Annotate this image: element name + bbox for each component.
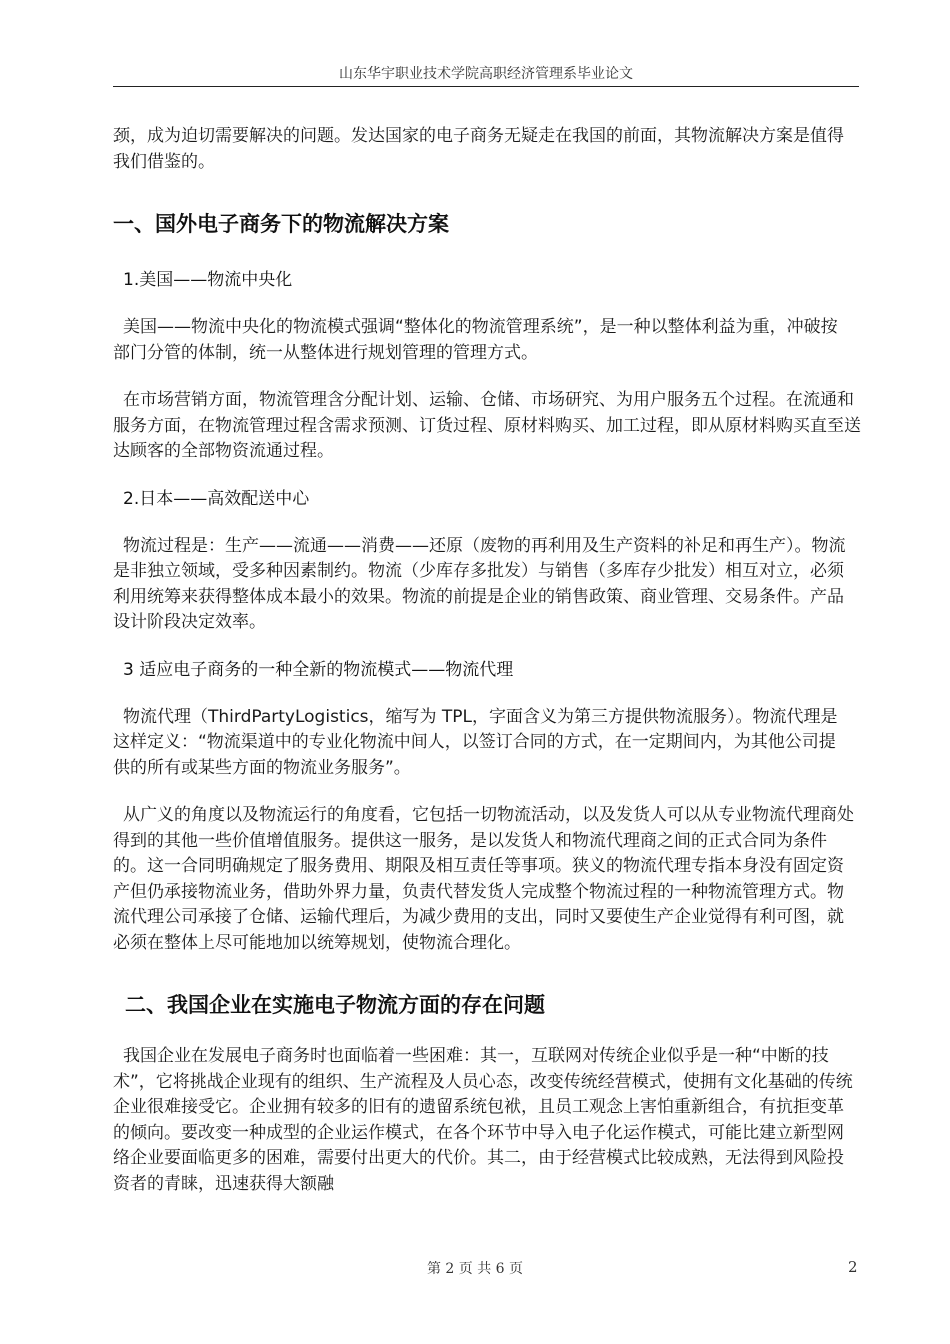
footer-page-info: 第 2 页 共 6 页 bbox=[426, 1261, 524, 1277]
paragraph-japan: 物流过程是：生产——流通——消费——还原（废物的再利用及生产资料的补足和再生产）。物流是非独立领域，受多种因素制约。物流（少库存多批发）与销售（多库存少批发）相互对立，必须利用统筹来获得整体成本最小的效果。物流的前提是企业的销售政策、商业管理、交易条件。产品设计阶段决定效率。 bbox=[113, 535, 846, 632]
paragraph-china: 我国企业在发展电子商务时也面临着一些困难：其一，互联网对传统企业似乎是一种“中断的技术”，它将挑战企业现有的组织、生产流程及人员心态，改变传统经营模式，使拥有文化基础的传统企业很难接受它。企业拥有较多的旧有的遗留系统包袱，且员工观念上害怕重新组合，有抗拒变革的倾向。要改变一种成型的企业运作模式，在各个环节中导入电子化运作模式，可能比建立新型网络企业要面临更多的困难，需要付出更大的代价。其二，由于经营模式比较成熟，无法得到风险投资者的青睐，迅速获得大额融 bbox=[113, 1046, 853, 1194]
paragraph-intro: 颈，成为迫切需要解决的问题。发达国家的电子商务无疑走在我国的前面，其物流解决方案是值得我们借鉴的。 bbox=[113, 126, 844, 172]
section-heading-2: 二、我国企业在实施电子物流方面的存在问题 bbox=[125, 993, 545, 1017]
document-body bbox=[113, 124, 863, 1197]
header-title: 山东华宇职业技术学院高职经济管理系毕业论文 bbox=[339, 66, 633, 82]
paragraph-tpl-2: 从广义的角度以及物流运行的角度看，它包括一切物流活动，以及发货人可以从专业物流代理商处得到的其他一些价值增值服务。提供这一服务，是以发货人和物流代理商之间的正式合同为条件的。这一合同明确规定了服务费用、期限及相互责任等事项。狭义的物流代理专指本身没有固定资产但仍承接物流业务，借助外界力量，负责代替发货人完成整个物流过程的一种物流管理方式。物流代理公司承接了仓储、运输代理后，为减少费用的支出，同时又要使生产企业觉得有利可图，就必须在整体上尽可能地加以统筹规划，使物流合理化。 bbox=[113, 805, 854, 953]
paragraph-us-1: 美国——物流中央化的物流模式强调“整体化的物流管理系统”，是一种以整体利益为重，冲破按部门分管的体制，统一从整体进行规划管理的管理方式。 bbox=[113, 317, 838, 363]
paragraph-tpl-1: 物流代理（ThirdPartyLogistics，缩写为 TPL，字面含义为第三方提供物流服务）。物流代理是这样定义：“物流渠道中的专业化物流中间人，以签订合同的方式，在一定期间内，为其他公司提供的所有或某些方面的物流业务服务”。 bbox=[113, 706, 838, 778]
section-heading-1: 一、国外电子商务下的物流解决方案 bbox=[113, 212, 449, 236]
paragraph-us-2: 在市场营销方面，物流管理含分配计划、运输、仓储、市场研究、为用户服务五个过程。在流通和服务方面，在物流管理过程含需求预测、订货过程、原材料购买、加工过程，即从原材料购买直至送达顾客的全部物资流通过程。 bbox=[113, 390, 861, 461]
page-number: 2 bbox=[848, 1258, 858, 1276]
page-footer bbox=[0, 1258, 950, 1278]
page-header bbox=[113, 64, 859, 87]
subsection-heading-tpl: 3 适应电子商务的一种全新的物流模式——物流代理 bbox=[123, 659, 514, 680]
subsection-heading-japan: 2.日本——高效配送中心 bbox=[123, 488, 310, 509]
subsection-heading-us: 1.美国——物流中央化 bbox=[123, 270, 293, 290]
